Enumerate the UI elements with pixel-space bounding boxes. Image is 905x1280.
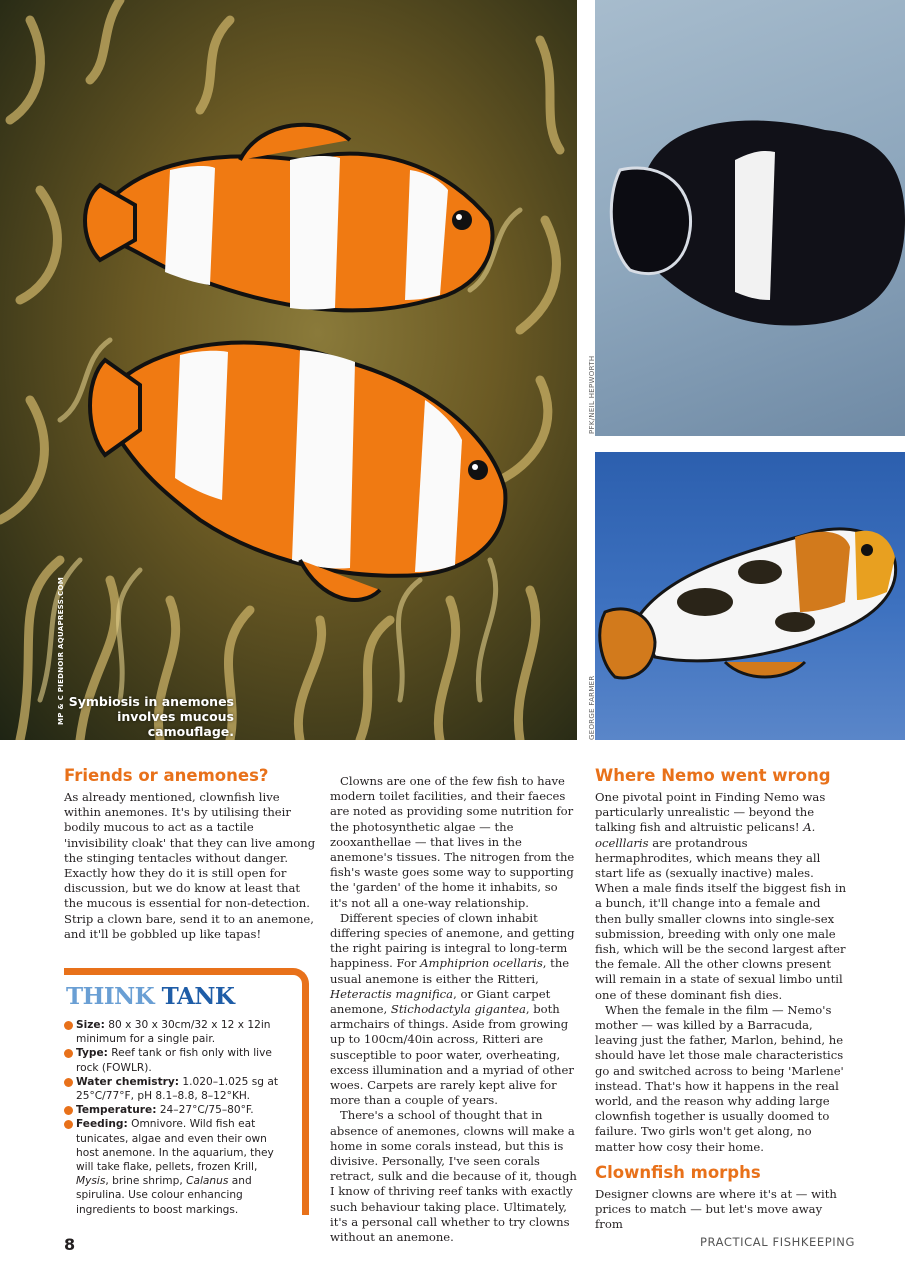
col2-paragraph-1: Clowns are one of the few fish to have modern toilet facilities, and their faeces are noted as providing some nutrition for the photosynthetic algae — the zooxanthellae — that lives in the anemone's tissues. The nitrogen from the fish's waste goes some way to supporting the 'garden' of the home it inhabits, so it's not all a one-way relationship.	[330, 774, 575, 910]
bullet-dot-icon	[64, 1120, 73, 1129]
think-tank-item-feeding	[64, 1117, 292, 1216]
label-type: Type:	[76, 1047, 108, 1060]
clownfish-anemone-photo	[0, 0, 577, 740]
value-temperature: 24–27°C/75–80°F.	[159, 1104, 254, 1117]
value-feeding-3: and spirulina. Use colour enhancing ingredients to boost markings.	[76, 1175, 252, 1216]
morph-clownfish-illustration	[595, 452, 905, 740]
clownfish-illustration	[0, 0, 577, 740]
section-heading-nemo: Where Nemo went wrong	[595, 766, 831, 785]
photo-credit-farmer: GEORGE FARMER	[588, 675, 596, 740]
nemo-paragraph-2: When the female in the film — Nemo's mother — was killed by a Barracuda, leaving just the father, Marlon, behind, he should have let those male characteristics go and switched across to being 'Marlene' instead. That's how it happens in the real world, and the reason why adding large clownfish together is usually doomed to failure. Two girls won't get along, no matter how cosy their home.	[595, 1002, 844, 1154]
clown-habitat-section	[330, 774, 578, 1245]
species-amphiprion: Amphiprion ocellaris	[420, 956, 543, 971]
where-nemo-went-wrong-section	[595, 766, 847, 1232]
value-feeding-2: , brine shrimp,	[105, 1175, 183, 1188]
page-number: 8	[64, 1235, 76, 1254]
black-clownfish-illustration	[595, 0, 905, 436]
p1-text-b: are protandrous hermaphrodites, which means they all start life as (sexually inactive) males. When a male finds itself the biggest fish in a bunch, it'll change into a female and then bully smaller clowns into single-sex submission, breeding with only one male fish, which will be the second largest after the female. All the other clowns present will remain in a state of sexual limbo until one of these dominant fish dies.	[595, 835, 847, 1002]
photo-credit-main: MP & C PIEDNOIR AQUAPRESS.COM	[57, 577, 65, 725]
bullet-dot-icon	[64, 1021, 73, 1030]
think-tank-item-size	[64, 1018, 292, 1046]
species-stichodactyla: Stichodactyla gigantea	[390, 1002, 526, 1017]
label-temperature: Temperature:	[76, 1104, 157, 1117]
nemo-paragraph-1	[595, 790, 847, 1003]
label-size: Size:	[76, 1019, 105, 1031]
species-ocellaris: A. ocelllaris	[595, 820, 816, 850]
think-tank-item-temperature	[64, 1103, 292, 1117]
magazine-name: PRACTICAL FISHKEEPING	[700, 1235, 855, 1249]
species-heteractis: Heteractis magnifica	[330, 986, 454, 1001]
p2-text-b: , the usual anemone is either the Ritteri,	[330, 956, 570, 986]
col2-paragraph-2	[330, 911, 578, 1109]
think-tank-title-word1: THINK	[66, 983, 155, 1010]
friends-or-anemones-section	[64, 766, 316, 942]
think-tank-item-water	[64, 1075, 292, 1103]
think-tank-box	[64, 968, 310, 1214]
value-type: Reef tank or fish only with live rock (FOWLR).	[76, 1047, 272, 1074]
col2-paragraph-3: There's a school of thought that in absence of anemones, clowns will make a home in some corals instead, but this is divisive. Personally, I've seen corals retract, sulk and die because of it, though I know of thriving reef tanks with exactly such behaviour taking place. Ultimately, it's a personal call whether to try clowns without an anemone.	[330, 1108, 577, 1245]
p2-text-c: , or Giant carpet anemone,	[330, 986, 551, 1017]
friends-paragraph: As already mentioned, clownfish live within anemones. It's by utilising their bodily mucous to act as a tactile 'invisibility cloak' that they can live among the stinging tentacles without danger. Exactly how they do it is still open for discussion, but we do know at least that the mucous is essential for non-detection. Strip a clown bare, send it to an anemone, and it'll be gobbled up like tapas!	[64, 790, 316, 941]
label-water: Water chemistry:	[76, 1075, 180, 1088]
clownfish-morph-photo	[595, 452, 905, 740]
think-tank-list	[64, 1018, 292, 1217]
bullet-dot-icon	[64, 1078, 73, 1087]
value-feeding-mysis: Mysis	[76, 1175, 106, 1188]
value-water: 1.020–1.025 sg at 25°C/77°F, pH 8.1–8.8, 8–12°KH.	[76, 1075, 278, 1103]
bullet-dot-icon	[64, 1106, 73, 1115]
section-heading-friends: Friends or anemones?	[64, 766, 269, 785]
value-feeding-1: Omnivore. Wild fish eat tunicates, algae and even their own host anemone. In the aquarium, they will take flake, pellets, frozen Krill,	[76, 1118, 274, 1174]
think-tank-item-type	[64, 1046, 292, 1074]
photo-credit-hepworth: PFK/NEIL HEPWORTH	[588, 355, 596, 434]
morphs-paragraph: Designer clowns are where it's at — with prices to match — but let's move away from	[595, 1186, 837, 1232]
p2-text-a: Different species of clown inhabit differing species of anemone, and getting the right pairing is integral to long-term happiness. For	[330, 910, 575, 971]
section-heading-morphs: Clownfish morphs	[595, 1162, 761, 1182]
think-tank-title-word2: TANK	[161, 983, 235, 1010]
value-feeding-calanus: Calanus	[186, 1175, 229, 1188]
caption-line-1: Symbiosis in anemones	[68, 694, 234, 709]
label-feeding: Feeding:	[76, 1118, 128, 1131]
value-size: 80 x 30 x 30cm/32 x 12 x 12in minimum for a single pair.	[76, 1019, 271, 1046]
caption-line-2: involves mucous camouflage.	[117, 709, 234, 739]
think-tank-title	[66, 983, 234, 1010]
bullet-dot-icon	[64, 1049, 73, 1058]
black-clownfish-photo	[595, 0, 905, 436]
p2-text-d: , both armchairs of things. Aside from growing up to 100cm/40in across, Ritteri are susceptible to poor water, overheating, excess illumination and a myriad of other woes. Carpets are rarely kept alive for more than a couple of years.	[330, 1002, 574, 1108]
p1-text-a: One pivotal point in Finding Nemo was particularly unrealistic — beyond the talking fish and altruistic pelicans!	[595, 790, 826, 835]
